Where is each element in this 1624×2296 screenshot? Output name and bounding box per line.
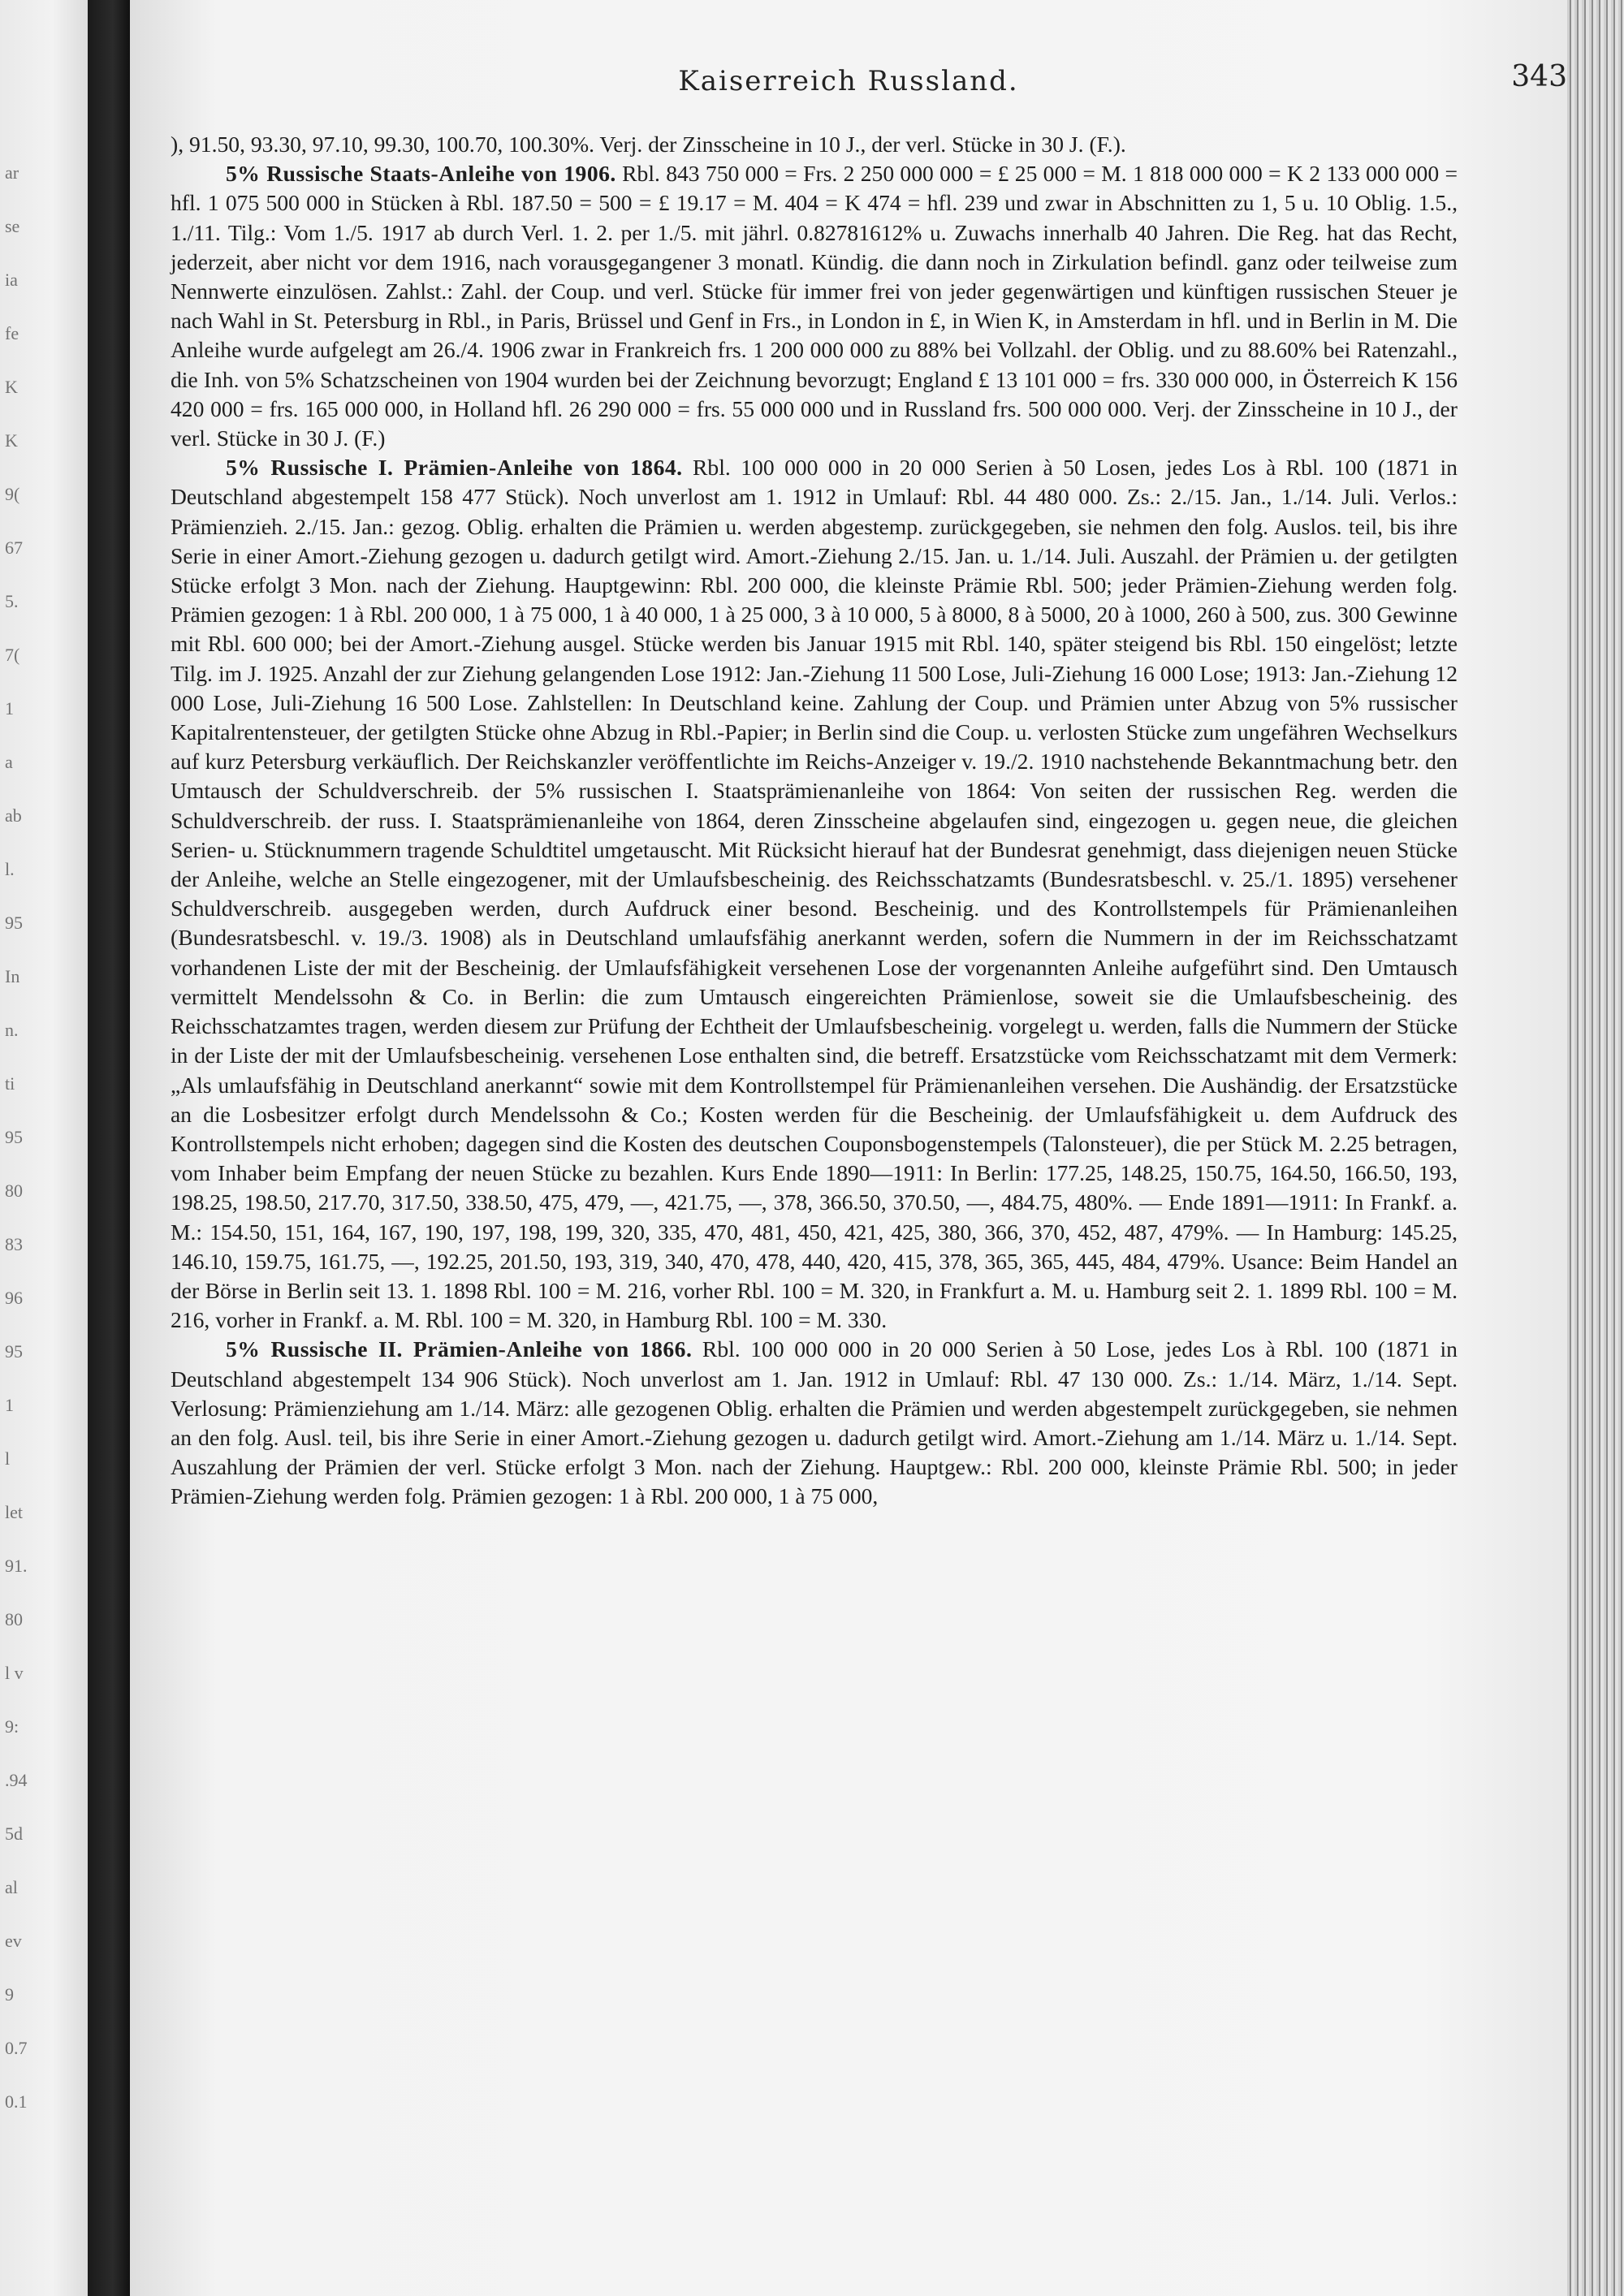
left-page-fragment: K [5,377,18,397]
entry-title: 5% Russische II. Prämien-Anleihe von 1866. [226,1336,693,1362]
left-page-fragment: ar [5,162,19,183]
entry-title: 5% Russische Staats-Anleihe von 1906. [226,161,616,187]
left-page-fragment: l [5,1448,11,1469]
left-page-fragment: 5. [5,591,19,611]
left-page-fragment: fe [5,323,19,343]
left-page-fragment: ia [5,270,18,290]
document-page [130,0,1567,2296]
entry-text: Rbl. 100 000 000 in 20 000 Serien à 50 Lose, jedes Los à Rbl. 100 (1871 in Deutschland abgestempelt 134 906 Stück). Noch unverlost am 1. Jan. 1912 in Umlauf: Rbl. 47 130 000. Zs.: 1./14. März, 1./14. Sept. Verlosung: Prämienziehung am 1./14. März: alle gezogenen Oblig. erhalten die Prämien und werden abgestempelt zurückgegeben, sie nehmen an den folg. Ausl. teil, bis ihre Serie in einer Amort.-Ziehung gezogen u. dadurch getilgt wird. Amort.-Ziehung am 1./14. März u. 1./14. Sept. Auszahlung der Prämien der verl. Stücke erfolgt 3 Mon. nach der Ziehung. Hauptgew.: Rbl. 200 000, kleinste Prämie Rbl. 500; in jeder Prämien-Ziehung werden folg. Prämien gezogen: 1 à Rbl. 200 000, 1 à 75 000, [171,1336,1458,1509]
left-page-fragment: 67 [5,537,23,558]
left-page-fragment: 91. [5,1556,28,1576]
left-page-fragment: 95 [5,1341,23,1362]
left-page-fragment: n. [5,1020,19,1040]
entry-title: 5% Russische I. Prämien-Anleihe von 1864. [226,455,683,481]
left-page-fragment: 80 [5,1180,23,1201]
running-title: Kaiserreich Russland. [678,65,1019,97]
entry-staats-anleihe-1906 [171,159,1458,453]
left-page-fragment: 95 [5,1127,23,1147]
left-page-fragment: se [5,216,20,236]
left-page-fragment: In [5,966,20,986]
left-page-fragment: 1 [5,698,14,719]
left-page-fragment: ti [5,1073,15,1094]
left-page-fragment: l. [5,859,15,879]
left-page-fragment: .94 [5,1770,28,1790]
left-page-fragment: 9( [5,484,20,504]
left-page-fragment: 0.1 [5,2091,28,2112]
left-page-fragment: 9: [5,1716,19,1737]
left-page-fragment: 9 [5,1984,14,2005]
entry-text: Rbl. 843 750 000 = Frs. 2 250 000 000 = £ 25 000 = M. 1 818 000 000 = K 2 133 000 000 = hfl. 1 075 500 000 in Stücken à Rbl. 187.50 = 500 = £ 19.17 = M. 404 = K 474 = hfl. 239 und zwar in Abschnitten zu 1, 5 u. 10 Oblig. 1.5., 1./11. Tilg.: Vom 1./5. 1917 ab durch Verl. 1. 2. per 1./5. mit jährl. 0.82781612% u. Zuwachs innerhalb 40 Jahren. Die Reg. hat das Recht, jederzeit, aber nicht vor dem 1916, nach vorausgegangener 3 monatl. Kündig. die dann noch in Zirkulation befindl. ganz oder teilweise zum Nennwerte einzulösen. Zahlst.: Zahl. der Coup. und verl. Stücke für immer frei von jeder gegenwärtigen und künftigen russischen Steuer je nach Wahl in St. Petersburg in Rbl., in Paris, Brüssel und Genf in Frs., in London in £, in Wien K, in Amsterdam in hfl. und in Berlin in M. Die Anleihe wurde aufgelegt am 26./4. 1906 zwar in Frankreich frs. 1 200 000 000 zu 88% bei Vollzahl. der Oblig. und zu 88.60% bei Ratenzahl., die Inh. von 5% Schatzscheinen von 1904 wurden bei der Zeichnung bevorzugt; England £ 13 101 000 = frs. 330 000 000, in Österreich K 156 420 000 = frs. 165 000 000, in Holland hfl. 26 290 000 = frs. 55 000 000 und in Russland frs. 500 000 000. Verj. der Zinsscheine in 10 J., der verl. Stücke in 30 J. (F.) [171,161,1458,451]
left-page-fragment: 0.7 [5,2038,28,2058]
entry-text: Rbl. 100 000 000 in 20 000 Serien à 50 Losen, jedes Los à Rbl. 100 (1871 in Deutschland abgestempelt 158 477 Stück). Noch unverlost am 1. 1912 in Umlauf: Rbl. 44 480 000. Zs.: 2./15. Jan., 1./14. Juli. Verlos.: Prämienzieh. 2./15. Jan.: gezog. Oblig. erhalten die Prämien u. werden abgestemp. zurückgegeben, sie nehmen den folg. Auslos. teil, bis ihre Serie in einer Amort.-Ziehung gezogen u. dadurch getilgt wird. Amort.-Ziehung 2./15. Jan. u. 1./14. Juli. Auszahl. der Prämien u. der getilgten Stücke erfolgt 3 Mon. nach der Ziehung. Hauptgewinn: Rbl. 200 000, die kleinste Prämie Rbl. 500; jeder Prämien-Ziehung werden folg. Prämien gezogen: 1 à Rbl. 200 000, 1 à 75 000, 1 à 40 000, 1 à 25 000, 3 à 10 000, 5 à 8000, 8 à 5000, 20 à 1000, 260 à 500, zus. 300 Gewinne mit Rbl. 600 000; bei der Amort.-Ziehung ausgel. Stücke werden bis Januar 1915 mit Rbl. 140, später steigend bis Rbl. 150 eingelöst; letzte Tilg. im J. 1925. Anzahl der zur Ziehung gelangenden Lose 1912: Jan.-Ziehung 11 500 Lose, Juli-Ziehung 16 000 Lose; 1913: Jan.-Ziehung 12 000 Lose, Juli-Ziehung 16 500 Lose. Zahlstellen: In Deutschland keine. Zahlung der Coup. und Prämien unter Abzug von 5% russischer Kapitalrentensteuer, der getilgten Stücke ohne Abzug in Rbl.-Papier; in Berlin sind die Coup. u. verlosten Stücke zum ungefähren Wechselkurs auf kurz Petersburg verkäuflich. Der Reichskanzler veröffentlichte im Reichs-Anzeiger v. 19./2. 1910 nachstehende Bekanntmachung betr. den Umtausch der Schuldverschreib. der 5% russischen I. Staatsprämienanleihe von 1864: Von seiten der russischen Reg. werden die Schuldverschreib. der russ. I. Staatsprämienanleihe von 1864, deren Zinsscheine abgelaufen sind, eingezogen u. gegen neue, die gleichen Serien- u. Stücknummern tragende Schuldtitel umgetauscht. Mit Rücksicht hierauf hat der Bundesrat genehmigt, dass diejenigen neuen Stücke der Anleihe, welche an Stelle eingezogener, mit der Umlaufsbescheinig. des Reichsschatzamts (Bundesratsbeschl. v. 25./1. 1895) versehener Schuldverschreib. ausgegeben werden, durch Aufdruck einer besond. Bescheinig. und des Kontrollstempels für Prämienanleihen (Bundesratsbeschl. v. 19./3. 1908) als in Deutschland umlaufsfähig anerkannt werden, sofern die Nummern in der im Reichsschatzamt vorhandenen Liste der mit der Bescheinig. der Umlaufsfähigkeit versehenen Lose der vorgenannten Anleihe aufgeführt sind. Den Umtausch vermittelt Mendelssohn & Co. in Berlin: die zum Umtausch eingereichten Prämienlose, soweit sie die Umlaufsbescheinig. des Reichsschatzamtes tragen, werden diesem zur Prüfung der Echtheit der Umlaufsbescheinig. vorgelegt u. werden, falls die Nummern der Stücke in der Liste der mit der Umlaufsbescheinig. versehenen Lose enthalten sind, die betreff. Ersatzstücke vom Reichsschatzamt mit dem Vermerk: „Als umlaufsfähig in Deutschland anerkannt“ sowie mit dem Kontrollstempel für Prämienanleihen versehen. Die Aushändig. der Ersatzstücke an die Losbesitzer erfolgt durch Mendelssohn & Co.; Kosten werden für die Bescheinig. der Umlaufsfähigkeit u. dem Aufdruck des Kontrollstempels nicht erhoben; dagegen sind die Kosten des deutschen Couponsbogenstempels (Talonsteuer), die per Stück M. 2.25 betragen, vom Inhaber beim Empfang der neuen Stücke zu bezahlen. Kurs Ende 1890—1911: In Berlin: 177.25, 148.25, 150.75, 164.50, 166.50, 193, 198.25, 198.50, 217.70, 317.50, 338.50, 475, 479, —, 421.75, —, 378, 366.50, 370.50, —, 484.75, 480%. — Ende 1891—1911: In Frankf. a. M.: 154.50, 151, 164, 167, 190, 197, 198, 199, 320, 335, 470, 481, 450, 421, 425, 380, 366, 370, 452, 487, 479%. — In Hamburg: 145.25, 146.10, 159.75, 161.75, —, 192.25, 201.50, 193, 319, 340, 470, 478, 440, 420, 415, 378, 365, 365, 445, 484, 479%. Usance: Beim Handel an der Börse in Berlin seit 13. 1. 1898 Rbl. 100 = M. 216, vorher Rbl. 100 = M. 320, in Frankfurt a. M. u. Hamburg seit 2. 1. 1899 Rbl. 100 = M. 216, vorher in Frankf. a. M. Rbl. 100 = M. 320, in Hamburg Rbl. 100 = M. 330. [171,455,1458,1333]
left-page-fragment: 80 [5,1609,23,1629]
left-page-fragment: 83 [5,1234,23,1254]
left-page-fragment: l v [5,1663,24,1683]
left-page-fragment: 1 [5,1395,14,1415]
paragraph-text: ), 91.50, 93.30, 97.10, 99.30, 100.70, 100.30%. Verj. der Zinsscheine in 10 J., der verl. Stücke in 30 J. (F.). [171,132,1126,157]
left-page-fragment: let [5,1502,23,1522]
page-edges [1567,0,1624,2296]
left-page-fragment: ab [5,805,22,826]
left-page-fragment: 7( [5,645,20,665]
paragraph-continuation [171,130,1458,159]
left-page-fragment: 96 [5,1288,23,1308]
left-page-fragment: a [5,752,13,772]
left-facing-page [0,0,88,2296]
body-text [171,130,1458,1512]
left-page-fragment: K [5,430,18,451]
page-header [130,60,1567,114]
book-gutter [88,0,130,2296]
left-page-fragment: al [5,1877,18,1897]
entry-praemien-anleihe-1864 [171,453,1458,1335]
left-page-fragment: 95 [5,913,23,933]
page-number: 343 [1511,60,1567,93]
left-page-fragment: 5d [5,1823,23,1844]
left-page-fragment: ev [5,1931,22,1951]
entry-praemien-anleihe-1866 [171,1335,1458,1511]
